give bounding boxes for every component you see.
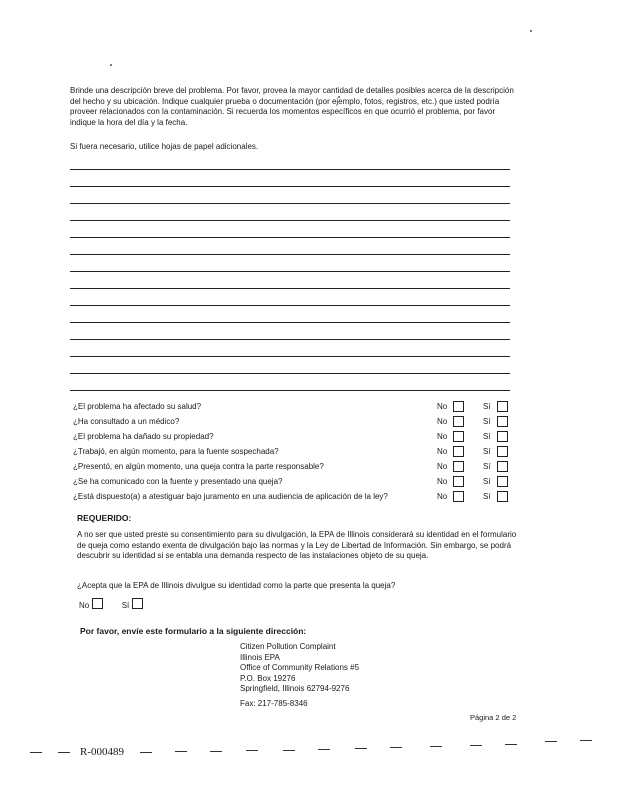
scan-dash (175, 751, 187, 752)
no-label: No (437, 477, 448, 486)
si-label: Sí (483, 417, 491, 426)
consent-options (79, 595, 143, 613)
mailing-address (240, 642, 359, 709)
si-checkbox[interactable] (497, 461, 508, 472)
fax-number: Fax: 217-785-8346 (240, 698, 308, 708)
page-number: Página 2 de 2 (470, 713, 517, 722)
blank-line[interactable] (70, 288, 510, 289)
consent-no-label: No (79, 601, 90, 610)
no-label: No (437, 492, 448, 501)
blank-line[interactable] (70, 186, 510, 187)
question-row (73, 490, 513, 504)
no-label: No (437, 417, 448, 426)
question-row (73, 475, 513, 489)
scan-dash (430, 746, 442, 747)
question-text: ¿El problema ha afectado su salud? (73, 402, 202, 411)
scan-speck (530, 30, 532, 32)
address-line: Citizen Pollution Complaint (240, 642, 336, 651)
question-row (73, 430, 513, 444)
question-text: ¿El problema ha dañado su propiedad? (73, 432, 214, 441)
required-paragraph: A no ser que usted preste su consentimiento para su divulgación, la EPA de Illinois considerará su identidad en el formulario de queja como estando exenta de divulgación bajo las normas y la Ley de Libertad de Información. Sin embargo, se podrá descubrir su identidad si se entabla una demanda respecto de las instalaciones objeto de su queja. (77, 530, 517, 560)
blank-line[interactable] (70, 203, 510, 204)
scan-dash (505, 744, 517, 745)
scan-dash (140, 752, 152, 753)
blank-line[interactable] (70, 390, 510, 391)
si-label: Sí (483, 432, 491, 441)
blank-line[interactable] (70, 356, 510, 357)
address-line: P.O. Box 19276 (240, 673, 296, 683)
si-label: Sí (483, 447, 491, 456)
intro-paragraph: Brinde una descripción breve del problema. Por favor, provea la mayor cantidad de detalles posibles acerca de la descripción del hecho y su ubicación. Indique cualquier prueba o documentación (por ejemplo, fotos, registros, etc.) que usted podría proveer relacionados con la contaminación. Si recuerda los momentos específicos en que ocurrió el problema, por favor indique la hora del día y la fecha. (70, 86, 514, 127)
question-row (73, 400, 513, 414)
address-line: Illinois EPA (240, 652, 280, 662)
scan-speck (110, 64, 112, 66)
question-text: ¿Trabajó, en algún momento, para la fuente sospechada? (73, 447, 279, 456)
no-label: No (437, 432, 448, 441)
scan-dash (545, 741, 557, 742)
scan-dash (58, 752, 70, 753)
consent-no-checkbox[interactable] (92, 598, 103, 609)
no-checkbox[interactable] (453, 461, 464, 472)
no-checkbox[interactable] (453, 416, 464, 427)
si-checkbox[interactable] (497, 401, 508, 412)
blank-line[interactable] (70, 271, 510, 272)
consent-si-checkbox[interactable] (132, 598, 143, 609)
required-heading: REQUERIDO: (77, 513, 132, 523)
blank-line[interactable] (70, 322, 510, 323)
no-label: No (437, 462, 448, 471)
bates-number: R-000489 (80, 746, 124, 758)
address-line: Office of Community Relations #5 (240, 663, 360, 672)
question-text: ¿Ha consultado a un médico? (73, 417, 180, 426)
si-label: Sí (483, 462, 491, 471)
si-label: Sí (483, 492, 491, 501)
question-text: ¿Se ha comunicado con la fuente y presentado una queja? (73, 477, 283, 486)
blank-line[interactable] (70, 373, 510, 374)
blank-line[interactable] (70, 220, 510, 221)
no-checkbox[interactable] (453, 476, 464, 487)
question-row (73, 460, 513, 474)
blank-line[interactable] (70, 305, 510, 306)
scan-dash (355, 748, 367, 749)
scan-dash (283, 750, 295, 751)
si-checkbox[interactable] (497, 431, 508, 442)
no-checkbox[interactable] (453, 491, 464, 502)
question-row (73, 445, 513, 459)
address-line: Springfield, Illinois 62794-9276 (240, 684, 350, 693)
blank-line[interactable] (70, 237, 510, 238)
blank-line[interactable] (70, 169, 510, 170)
additional-pages-note: Si fuera necesario, utilice hojas de papel adicionales. (70, 142, 259, 151)
no-label: No (437, 402, 448, 411)
consent-question: ¿Acepta que la EPA de Illinois divulgue su identidad como la parte que presenta la queja? (77, 581, 396, 590)
scan-dash (390, 747, 402, 748)
scan-dash (210, 751, 222, 752)
no-checkbox[interactable] (453, 401, 464, 412)
consent-si-label: Sí (121, 601, 130, 610)
si-checkbox[interactable] (497, 416, 508, 427)
scan-dash (318, 749, 330, 750)
no-checkbox[interactable] (453, 431, 464, 442)
scan-dash (246, 750, 258, 751)
no-checkbox[interactable] (453, 446, 464, 457)
question-text: ¿Presentó, en algún momento, una queja contra la parte responsable? (73, 462, 324, 471)
si-checkbox[interactable] (497, 446, 508, 457)
question-row (73, 415, 513, 429)
blank-line[interactable] (70, 254, 510, 255)
si-label: Sí (483, 402, 491, 411)
question-text: ¿Está dispuesto(a) a atestiguar bajo juramento en una audiencia de aplicación de la ley? (73, 492, 388, 501)
scan-dash (30, 752, 42, 753)
mail-instruction: Por favor, envíe este formulario a la siguiente dirección: (80, 626, 307, 636)
si-checkbox[interactable] (497, 476, 508, 487)
scan-dash (470, 745, 482, 746)
no-label: No (437, 447, 448, 456)
blank-line[interactable] (70, 339, 510, 340)
si-checkbox[interactable] (497, 491, 508, 502)
scan-dash (580, 740, 592, 741)
si-label: Sí (483, 477, 491, 486)
